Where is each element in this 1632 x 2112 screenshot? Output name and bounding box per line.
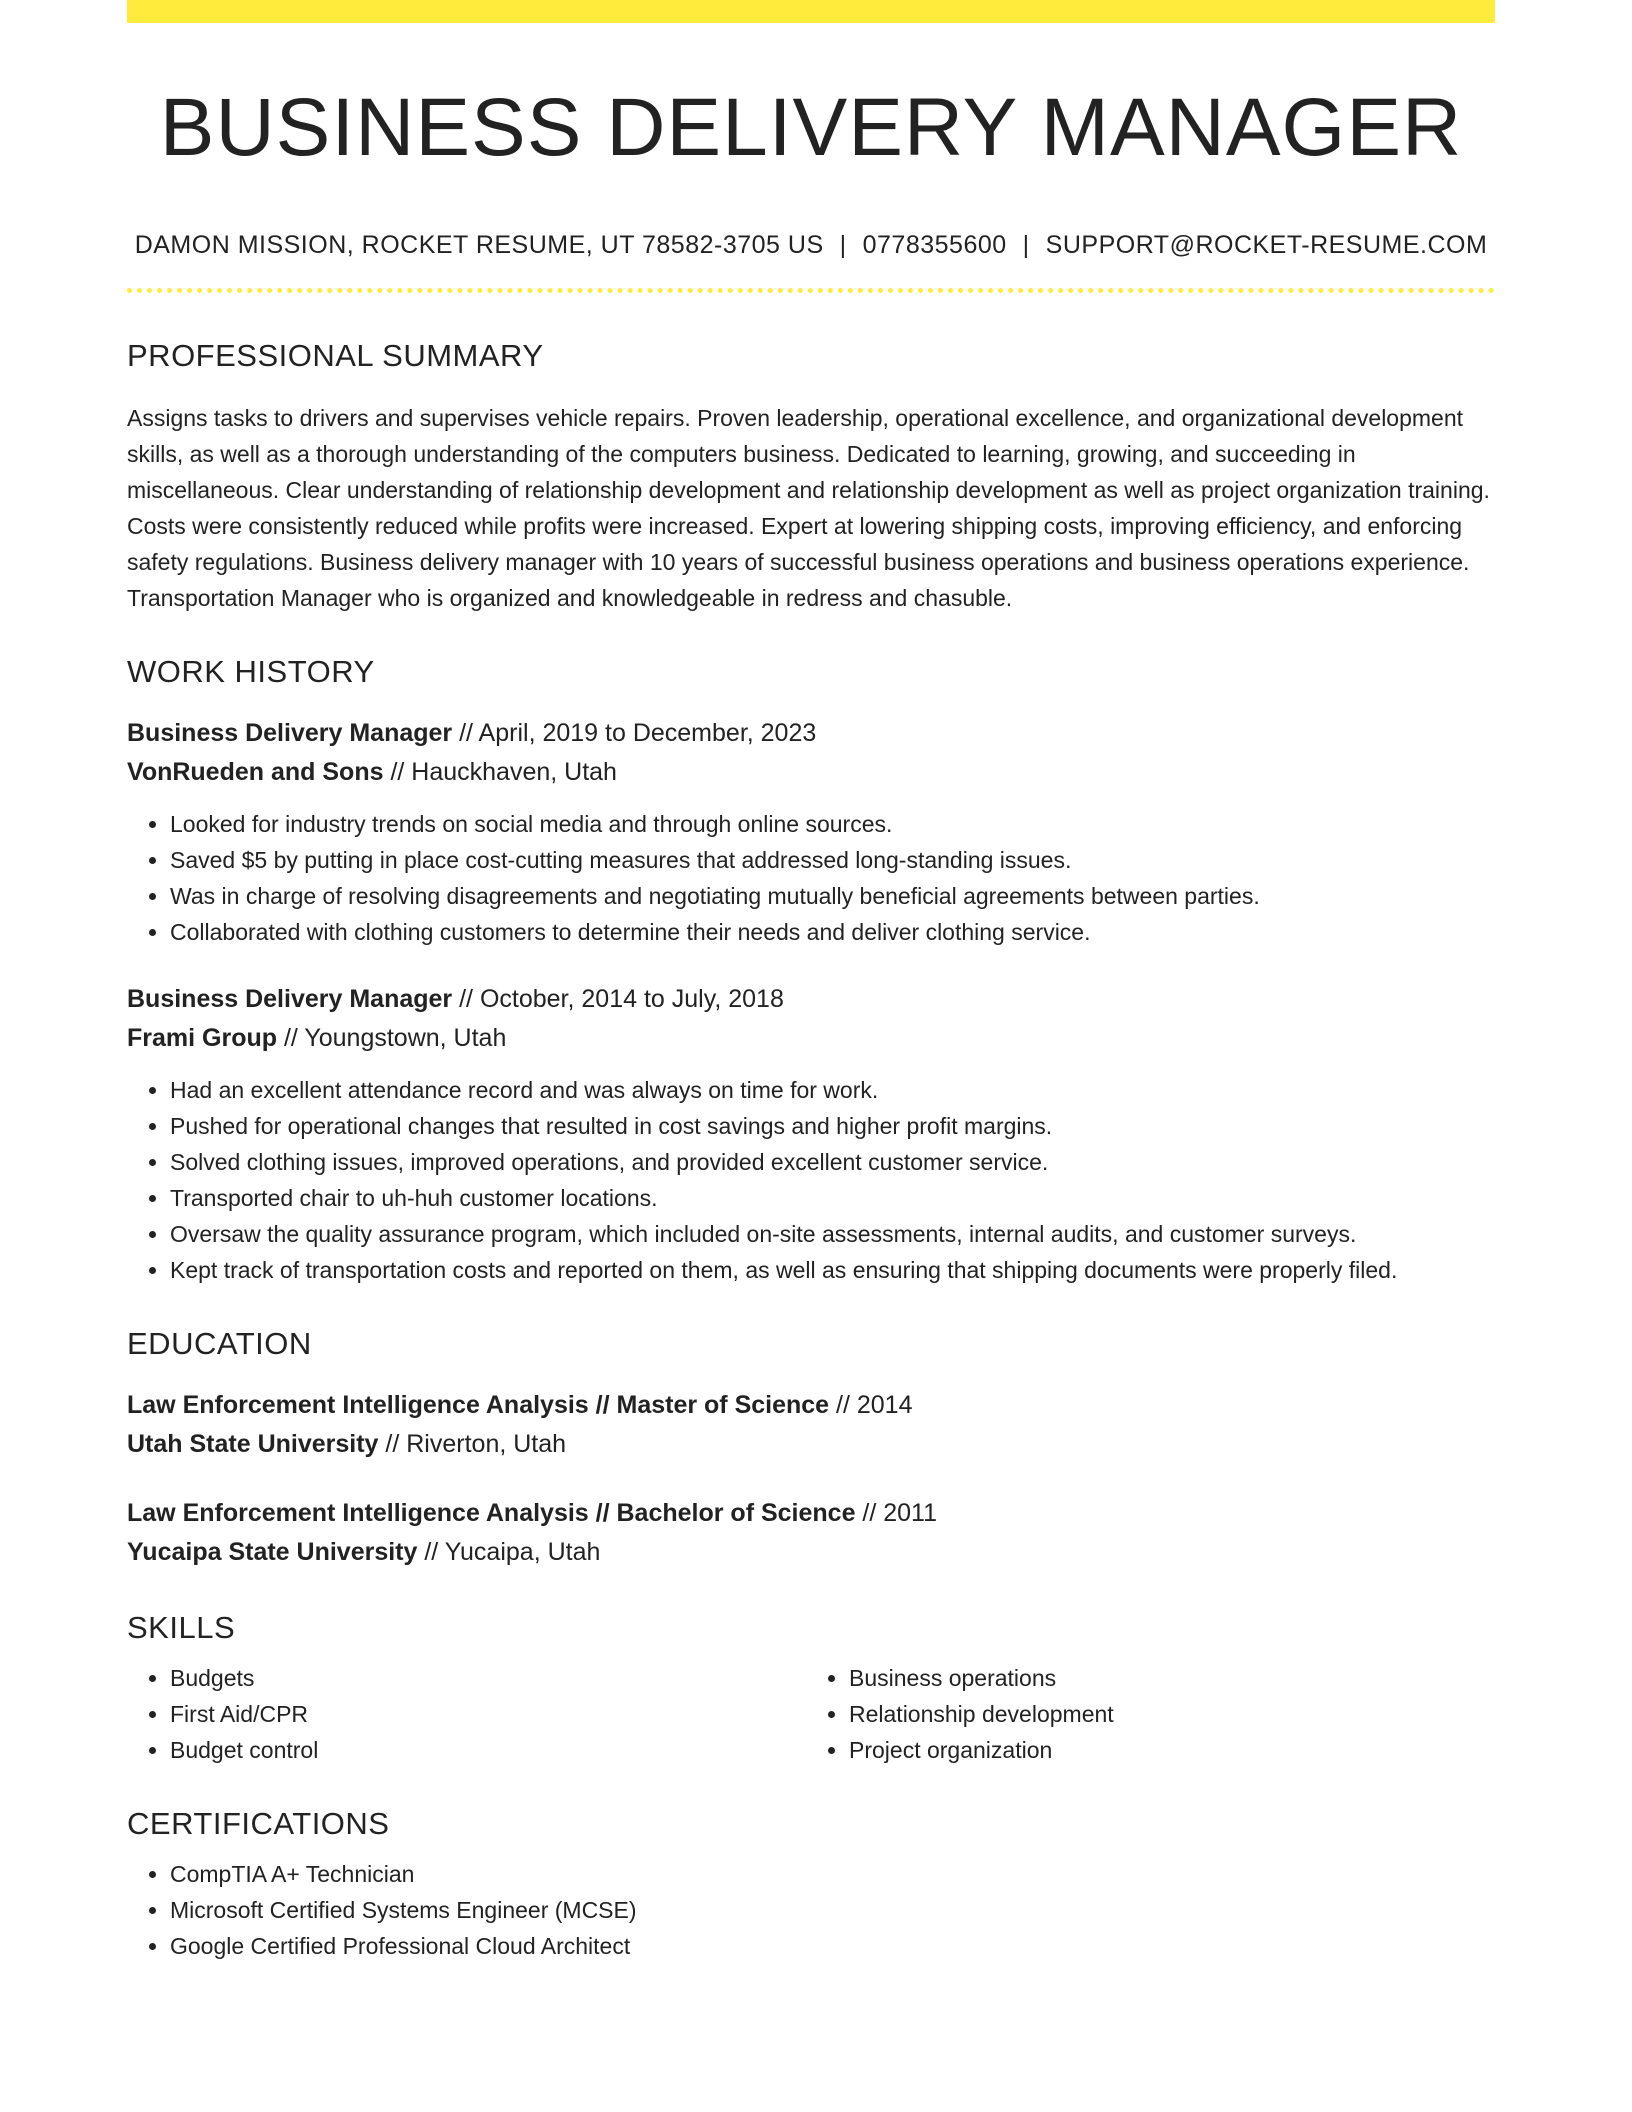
job-bullets (127, 1072, 1495, 1288)
education-entry (127, 1386, 1495, 1464)
education-heading: EDUCATION (127, 1326, 312, 1362)
degree-line (127, 1386, 1495, 1425)
contact-email: SUPPORT@ROCKET-RESUME.COM (1045, 231, 1488, 260)
work-history-heading: WORK HISTORY (127, 654, 375, 690)
list-item: • Business operations (849, 1660, 1481, 1696)
job-title: Business Delivery Manager (127, 985, 453, 1014)
list-item: • Project organization (849, 1732, 1481, 1768)
list-item: • Relationship development (849, 1696, 1481, 1732)
dotted-divider (127, 288, 1495, 293)
education-entry (127, 1494, 1495, 1572)
job-title-line (127, 714, 1495, 753)
list-item: • Looked for industry trends on social media and through online sources. (170, 806, 1495, 842)
list-item: • Google Certified Professional Cloud Architect (170, 1928, 1495, 1964)
list-item: • Budget control (170, 1732, 802, 1768)
contact-separator: | (1022, 231, 1030, 260)
list-item: • Kept track of transportation costs and reported on them, as well as ensuring that shipping documents were properly filed. (170, 1252, 1495, 1288)
list-item: • CompTIA A+ Technician (170, 1856, 1495, 1892)
job-company-line (127, 753, 1495, 792)
list-item: • Budgets (170, 1660, 802, 1696)
skills-heading: SKILLS (127, 1610, 236, 1646)
summary-text: Assigns tasks to drivers and supervises vehicle repairs. Proven leadership, operational excellence, and organizational development skills, as well as a thorough understanding of the computers business. Dedicated to learning, growing, and succeeding in miscellaneous. Clear understanding of relationship development and relationship development as well as project organization training. Costs were consistently reduced while profits were increased. Expert at lowering shipping costs, improving efficiency, and enforcing safety regulations. Business delivery manager with 10 years of successful business operations and business operations experience. Transportation Manager who is organized and knowledgeable in redress and chasuble. (127, 405, 1490, 612)
degree-line (127, 1494, 1495, 1533)
skills-columns (127, 1660, 1495, 1768)
degree-year: // 2011 (855, 1499, 938, 1528)
school: Utah State University (127, 1430, 379, 1459)
skills-list-left (127, 1660, 802, 1768)
contact-phone: 0778355600 (862, 231, 1007, 260)
job-company-line (127, 1019, 1495, 1058)
summary-heading: PROFESSIONAL SUMMARY (127, 338, 544, 374)
list-item: • Solved clothing issues, improved operations, and provided excellent customer service. (170, 1144, 1495, 1180)
job-title: Business Delivery Manager (127, 719, 453, 748)
school-line (127, 1533, 1495, 1572)
degree: Law Enforcement Intelligence Analysis // Bachelor of Science (127, 1499, 856, 1528)
list-item: • Transported chair to uh-huh customer locations. (170, 1180, 1495, 1216)
list-item: • Pushed for operational changes that resulted in cost savings and higher profit margins. (170, 1108, 1495, 1144)
job-entry (127, 980, 1495, 1058)
school: Yucaipa State University (127, 1538, 418, 1567)
job-dates: // April, 2019 to December, 2023 (452, 719, 817, 748)
list-item: • Was in charge of resolving disagreements and negotiating mutually beneficial agreements between parties. (170, 878, 1495, 914)
job-dates: // October, 2014 to July, 2018 (452, 985, 784, 1014)
list-item: • Oversaw the quality assurance program, which included on-site assessments, internal audits, and customer surveys. (170, 1216, 1495, 1252)
job-bullets (127, 806, 1495, 950)
school-location: // Riverton, Utah (378, 1430, 567, 1459)
job-entry (127, 714, 1495, 792)
job-title-line (127, 980, 1495, 1019)
list-item: • Saved $5 by putting in place cost-cutting measures that addressed long-standing issues. (170, 842, 1495, 878)
list-item: • Collaborated with clothing customers to determine their needs and deliver clothing service. (170, 914, 1495, 950)
degree-year: // 2014 (829, 1391, 913, 1420)
list-item: • Had an excellent attendance record and was always on time for work. (170, 1072, 1495, 1108)
degree: Law Enforcement Intelligence Analysis // Master of Science (127, 1391, 830, 1420)
job-company: Frami Group (127, 1024, 278, 1053)
certifications-list (127, 1856, 1495, 1964)
resume-page (127, 0, 1495, 1964)
contact-address: DAMON MISSION, ROCKET RESUME, UT 78582-3705 US (134, 231, 824, 260)
school-location: // Yucaipa, Utah (417, 1538, 601, 1567)
contact-separator: | (839, 231, 847, 260)
school-line (127, 1425, 1495, 1464)
contact-line (127, 231, 1495, 260)
list-item: • Microsoft Certified Systems Engineer (MCSE) (170, 1892, 1495, 1928)
resume-title: BUSINESS DELIVERY MANAGER (159, 82, 1463, 173)
skills-list-right (802, 1660, 1481, 1768)
job-location: // Youngstown, Utah (277, 1024, 507, 1053)
list-item: • First Aid/CPR (170, 1696, 802, 1732)
job-location: // Hauckhaven, Utah (383, 758, 617, 787)
top-accent-bar (127, 0, 1495, 23)
certifications-heading: CERTIFICATIONS (127, 1806, 390, 1842)
job-company: VonRueden and Sons (127, 758, 384, 787)
